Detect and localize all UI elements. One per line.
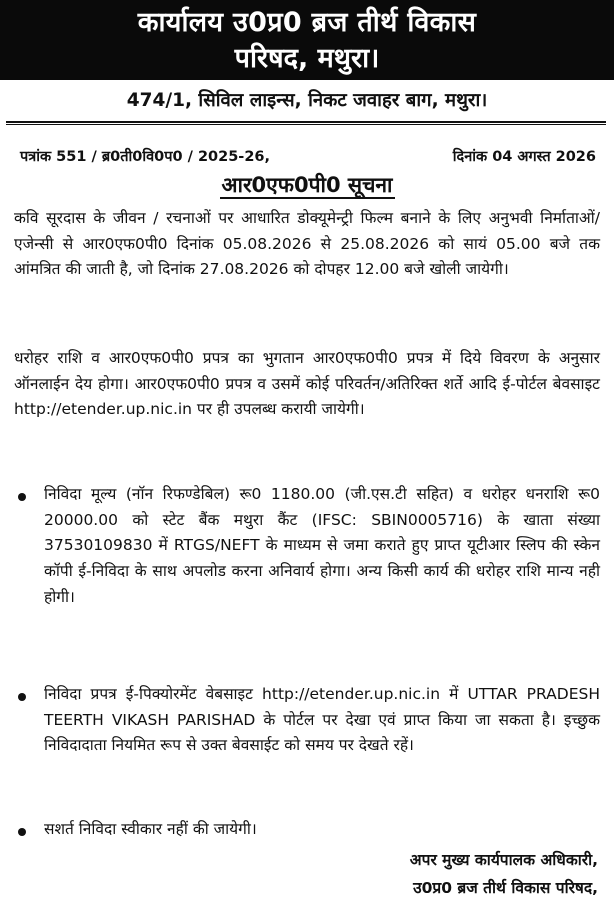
notice-title (0, 170, 614, 200)
reference-number: पत्रांक 551 / ब्र0ती0वि0प0 / 2025-26, (20, 149, 271, 165)
office-title-line2: परिषद, मथुरा। (234, 43, 380, 74)
paragraph-2: धरोहर राशि व आर0एफ0पी0 प्रपत्र का भुगतान आर0एफ0पी0 प्रपत्र में दिये विवरण के अनुसार ऑनलाईन देय होगा। आर0एफ0पी0 प्रपत्र व उसमें कोई परिवर्तन/अतिरिक्त शर्ते आदि ई-पोर्टल बेवसाइट http://etender.up.nic.in पर ही उपलब्ध करायी जायेगी। (14, 349, 600, 419)
divider-top (6, 121, 606, 123)
office-address: 474/1, सिविल लाइन्स, निकट जवाहर बाग, मथुरा। (126, 90, 488, 111)
bullet-item-2: निविदा प्रपत्र ई-पिक्योरमेंट वेबसाइट http://etender.up.nic.in में UTTAR PRADESH TEERTH VIKASH PARISHAD के पोर्टल पर देखा एवं प्राप्त किया जा सकता है। इच्छुक निविदादाता नियमित रूप से उक्त बेवसाईट को समय पर देखते रहें। (44, 685, 600, 755)
paragraph-1: कवि सूरदास के जीवन / रचनाओं पर आधारित डोक्यूमेन्ट्री फिल्म बनाने के लिए अनुभवी निर्माताओं/ एजेन्सी से आर0एफ0पी0 दिनांक 05.08.2026 से 25.08.2026 को सायं 05.00 बजे तक आंमत्रित की जाती है, जो दिनांक 27.08.2026 को दोपहर 12.00 बजे खोली जायेगी। (14, 209, 600, 279)
bullet-icon (18, 693, 26, 701)
bullet-icon (18, 493, 26, 501)
divider-top-thin (6, 124, 606, 125)
header-banner (0, 0, 614, 80)
bullet-icon (18, 828, 26, 836)
signatory-designation: अपर मुख्य कार्यपालक अधिकारी, (409, 851, 598, 869)
reference-date: दिनांक 04 अगस्त 2026 (452, 149, 596, 165)
bullet-item-1: निविदा मूल्य (नॉन रिफण्डेबिल) रू0 1180.00 (जी.एस.टी सहित) व धरोहर धनराशि रू0 20000.00 को स्टेट बैंक मथुरा कैंट (IFSC: SBIN0005716) के खाता संख्या 37530109830 में RTGS/NEFT के माध्यम से जमा कराते हुए प्राप्त यूटीआर स्लिप की स्केन कॉपी ई-निविदा के साथ अपलोड करना अनिवार्य होगा। अन्य किसी कार्य की धरोहर राशि मान्य नही होगी। (44, 485, 600, 606)
bullet-item-3: सशर्त निविदा स्वीकार नहीं की जायेगी। (44, 820, 257, 838)
office-title-line1: कार्यालय उ0प्र0 ब्रज तीर्थ विकास (137, 7, 477, 38)
notice-title-text: आर0एफ0पी0 सूचना (221, 173, 393, 197)
signatory-office: उ0प्र0 ब्रज तीर्थ विकास परिषद, (413, 879, 598, 897)
